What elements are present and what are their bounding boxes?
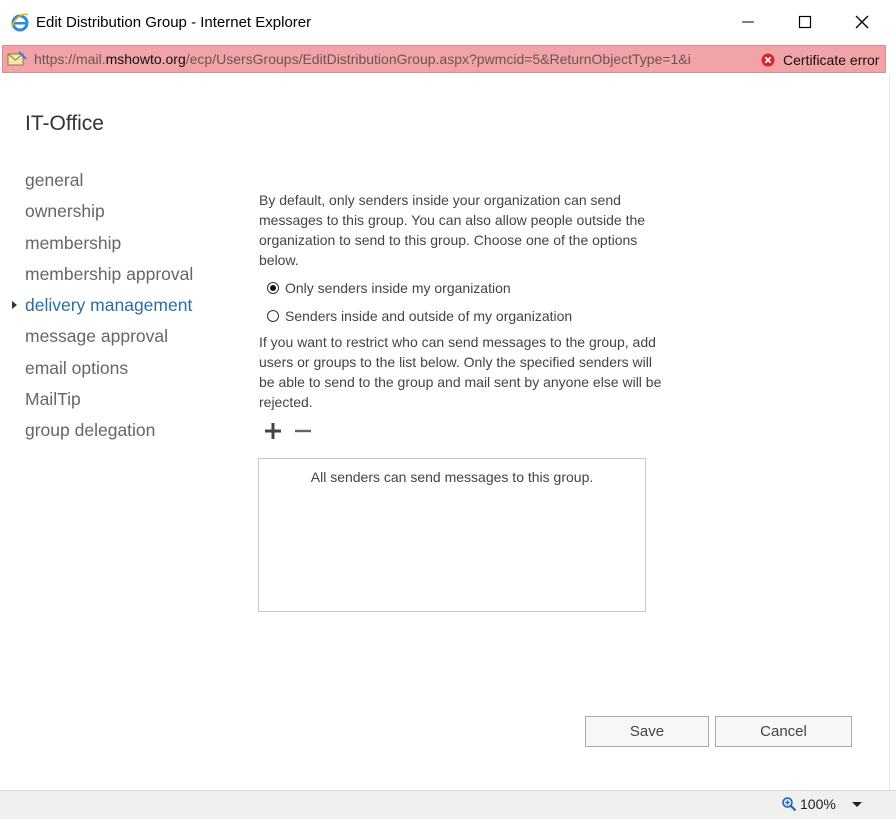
allowed-senders-list[interactable] — [258, 458, 646, 612]
nav-item-delivery-management[interactable] — [25, 293, 193, 324]
nav-item-mailtip[interactable] — [25, 387, 193, 418]
add-sender-button[interactable] — [263, 421, 285, 441]
nav-item-email-options[interactable] — [25, 356, 193, 387]
minimize-button[interactable] — [728, 8, 768, 36]
magnifier-icon — [781, 796, 797, 812]
status-bar — [0, 790, 896, 819]
nav-item-label: message approval — [25, 326, 168, 347]
radio-label: Only senders inside my organization — [285, 280, 511, 296]
remove-sender-button[interactable] — [293, 421, 315, 441]
restrict-text: If you want to restrict who can send messages to the group, add users or groups to the list below. Only the specified senders will be able to send to the group and mail sent by anyone else will be rejected. — [259, 334, 662, 410]
save-button[interactable]: Save — [585, 716, 709, 747]
nav-item-label: membership approval — [25, 263, 194, 284]
nav-item-label: group delegation — [25, 420, 156, 441]
url-path: /ecp/UsersGroups/EditDistributionGroup.aspx?pwmcid=5&ReturnObjectType=1&i — [185, 51, 691, 67]
certificate-error-button[interactable] — [761, 50, 879, 70]
nav-item-label: membership — [25, 232, 122, 253]
nav-item-ownership[interactable] — [25, 199, 193, 230]
url-domain: mshowto.org — [105, 51, 186, 67]
nav-item-group-delegation[interactable] — [25, 418, 193, 449]
nav-item-label: general — [25, 170, 84, 190]
empty-list-message: All senders can send messages to this group. — [310, 469, 594, 485]
radio-internal-only[interactable] — [267, 274, 669, 302]
intro-text: By default, only senders inside your organization can send messages to this group. You can also allow people outside the organization to send to this group. Choose one of the options below. — [259, 192, 646, 268]
nav-item-label: MailTip — [25, 389, 81, 410]
error-icon — [761, 53, 775, 67]
plus-icon — [263, 421, 283, 441]
url-field[interactable] — [34, 51, 750, 67]
zoom-dropdown-icon[interactable] — [852, 802, 862, 807]
zoom-level: 100% — [800, 796, 836, 812]
minus-icon — [293, 421, 313, 441]
certificate-error-label: Certificate error — [783, 52, 880, 68]
window-title: Edit Distribution Group - Internet Explorer — [36, 14, 312, 31]
close-button[interactable] — [842, 8, 882, 36]
nav-item-membership[interactable] — [25, 231, 193, 262]
nav-item-label: delivery management — [25, 295, 193, 316]
delivery-management-panel — [259, 190, 669, 412]
nav-item-label: ownership — [25, 201, 105, 222]
url-prefix: https://mail. — [34, 51, 106, 67]
page-icon — [7, 51, 27, 67]
radio-internal-and-external[interactable] — [267, 302, 669, 330]
nav-item-membership-approval[interactable] — [25, 262, 193, 293]
cancel-button[interactable]: Cancel — [715, 716, 852, 747]
nav-item-general[interactable] — [25, 168, 193, 199]
nav-item-message-approval[interactable] — [25, 324, 193, 355]
section-nav — [25, 168, 193, 450]
right-edge-strip — [889, 74, 896, 790]
window-titlebar — [0, 0, 896, 44]
address-bar[interactable] — [2, 45, 886, 73]
radio-button-checked[interactable] — [267, 282, 279, 294]
internet-explorer-icon — [10, 12, 30, 32]
active-arrow-icon — [12, 301, 17, 309]
radio-button[interactable] — [267, 310, 279, 322]
page-title: IT-Office — [25, 112, 104, 135]
maximize-icon — [798, 15, 812, 29]
close-icon — [854, 14, 870, 30]
zoom-control[interactable] — [781, 796, 836, 812]
minimize-icon — [741, 15, 755, 29]
maximize-button[interactable] — [785, 8, 825, 36]
nav-item-label: email options — [25, 357, 129, 378]
senders-toolbar — [263, 421, 323, 441]
radio-label: Senders inside and outside of my organization — [285, 308, 573, 324]
